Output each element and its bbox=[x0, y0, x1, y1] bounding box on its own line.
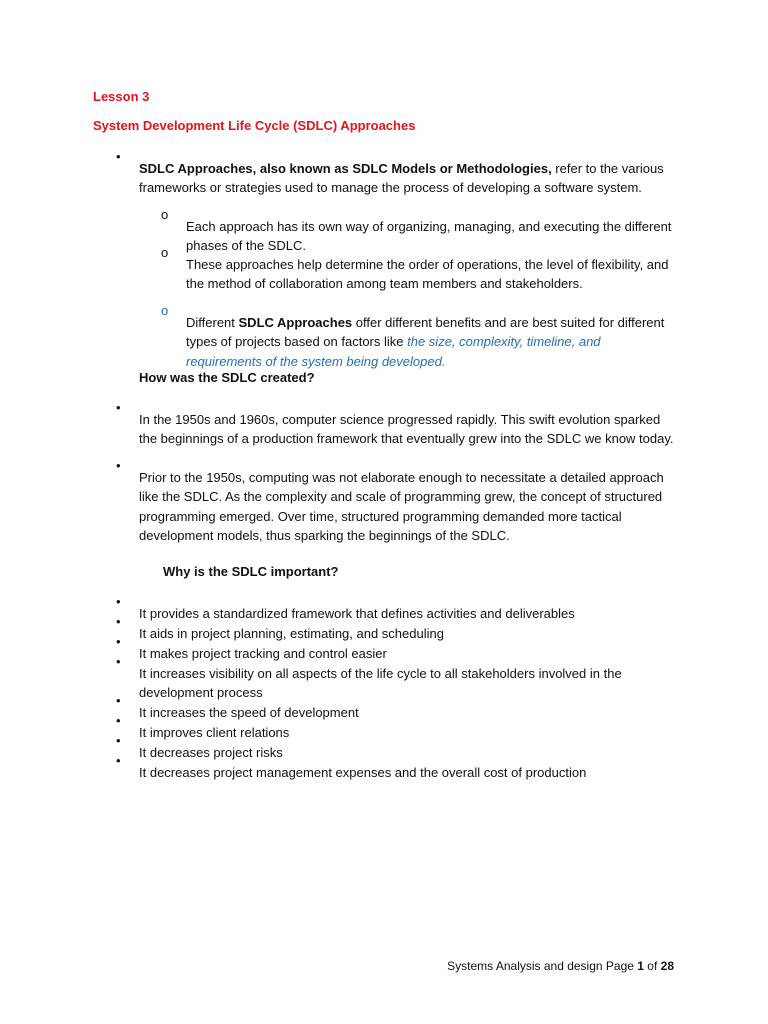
footer-current-page: 1 bbox=[637, 959, 644, 973]
sub-bullet-marker: o bbox=[161, 207, 169, 222]
importance-item: It decreases project management expenses and the overall cost of production bbox=[139, 765, 587, 780]
importance-item: It makes project tracking and control easier bbox=[139, 646, 387, 661]
intro-paragraph bbox=[139, 159, 679, 198]
sub-bullet-marker: o bbox=[161, 303, 169, 318]
bullet-marker: • bbox=[116, 149, 121, 164]
intro-bold-lead: SDLC Approaches, also known as SDLC Models or Methodologies, bbox=[139, 161, 552, 176]
history-heading: How was the SDLC created? bbox=[139, 370, 315, 385]
page-footer bbox=[447, 959, 674, 973]
sub-bullet-marker: o bbox=[161, 245, 169, 260]
sub-bullet-italic: the size, complexity, timeline, and requirements of the system being developed. bbox=[186, 334, 601, 369]
section-title: System Development Life Cycle (SDLC) Approaches bbox=[93, 118, 416, 133]
importance-heading: Why is the SDLC important? bbox=[163, 564, 339, 579]
bullet-marker: • bbox=[116, 634, 121, 649]
history-item: In the 1950s and 1960s, computer science progressed rapidly. This swift evolution sparked the beginnings of a production framework that eventually grew into the SDLC we know today. bbox=[139, 412, 674, 447]
footer-of-label: of bbox=[643, 959, 661, 973]
bullet-marker: • bbox=[116, 458, 121, 473]
bullet-marker: • bbox=[116, 594, 121, 609]
importance-item: It increases visibility on all aspects of the life cycle to all stakeholders involved in the development process bbox=[139, 666, 622, 701]
bullet-marker: • bbox=[116, 614, 121, 629]
bullet-marker: • bbox=[116, 400, 121, 415]
intro-rest: refer to the various frameworks or strategies used to manage the process of developing a software system. bbox=[139, 161, 664, 196]
sub-bullet-prefix: Different bbox=[186, 315, 239, 330]
sub-bullet-text: These approaches help determine the order of operations, the level of flexibility, and the method of collaboration among team members and stakeholders. bbox=[186, 257, 669, 292]
sub-bullet-text: Each approach has its own way of organizing, managing, and executing the different phases of the SDLC. bbox=[186, 219, 672, 254]
bullet-marker: • bbox=[116, 753, 121, 768]
importance-item: It provides a standardized framework that defines activities and deliverables bbox=[139, 606, 575, 621]
sub-bullet-bold: SDLC Approaches bbox=[238, 315, 353, 330]
lesson-label: Lesson 3 bbox=[93, 89, 150, 104]
bullet-marker: • bbox=[116, 733, 121, 748]
history-item: Prior to the 1950s, computing was not elaborate enough to necessitate a detailed approach like the SDLC. As the complexity and scale of programming grew, the concept of structured programming emerged. Over time, structured programming demanded more tactical development models, thus sparking the beginnings of the SDLC. bbox=[139, 470, 664, 544]
importance-item: It increases the speed of development bbox=[139, 705, 359, 720]
bullet-marker: • bbox=[116, 693, 121, 708]
importance-item: It improves client relations bbox=[139, 725, 290, 740]
bullet-marker: • bbox=[116, 654, 121, 669]
footer-total-pages: 28 bbox=[660, 959, 674, 973]
sub-bullet-middle: offer different benefits and are best suited for different types of projects based on factors like bbox=[186, 315, 665, 350]
importance-item: It aids in project planning, estimating, and scheduling bbox=[139, 626, 444, 641]
importance-item: It decreases project risks bbox=[139, 745, 283, 760]
sub-bullet-text bbox=[186, 313, 676, 371]
footer-prefix: Systems Analysis and design Page bbox=[447, 959, 638, 973]
bullet-marker: • bbox=[116, 713, 121, 728]
